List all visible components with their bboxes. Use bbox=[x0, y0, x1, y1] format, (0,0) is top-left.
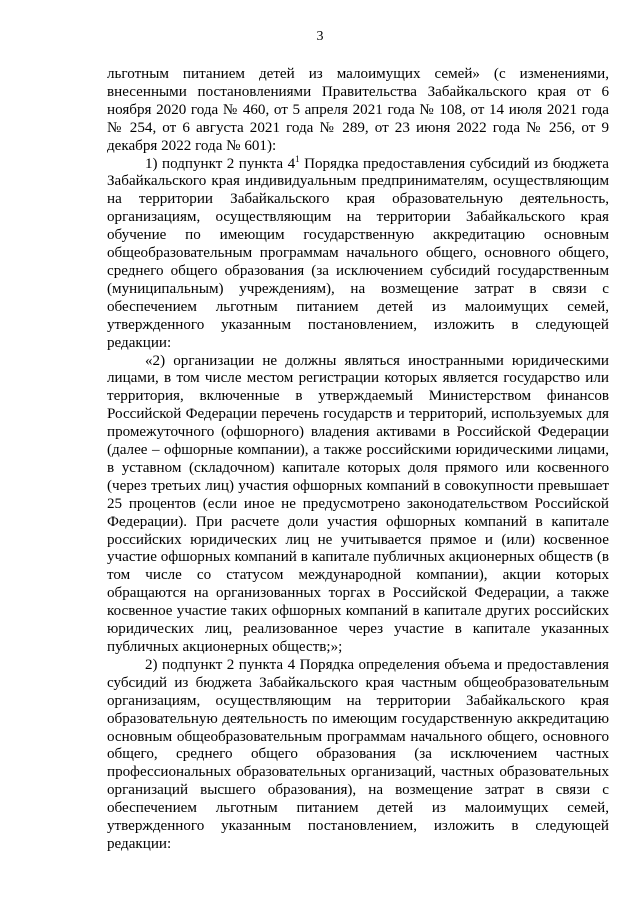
superscript-index: 1 bbox=[295, 153, 300, 164]
document-body bbox=[107, 66, 609, 854]
paragraph-subitem-2: 2) подпункт 2 пункта 4 Порядка определения объема и предоставления субсидий из бюджета Забайкальского края частным общеобразовательным организациям, осуществляющим на территории Забайкальского края образовательную деятельность по имеющим государственную аккредитацию основным общеобразовательным программам начального общего, основного общего, среднего общего образования (за исключением частных профессиональных образовательных организаций, частных образовательных организаций высшего образования), на возмещение затрат в связи с обеспечением льготным питанием детей из малоимущих семей, утвержденного указанным постановлением, изложить в следующей редакции: bbox=[107, 656, 609, 852]
paragraph-quoted-clause: «2) организации не должны являться иностранными юридическими лицами, в том числе местом регистрации которых является государство или территория, включенные в утверждаемый Министерством финансов Российской Федерации перечень государств и территорий, используемых для промежуточного (офшорного) владения активами в Российской Федерации (далее – офшорные компании), а также российскими юридическими лицами, в уставном (складочном) капитале которых доля прямого или косвенного (через третьих лиц) участия офшорных компаний в совокупности превышает 25 процентов (если иное не предусмотрено законодательством Российской Федерации). При расчете доли участия офшорных компаний в капитале российских юридических лиц не учитывается прямое и (или) косвенное участие офшорных компаний в капитале публичных акционерных обществ (в том числе со статусом международной компании), акции которых обращаются на организованных торгах в Российской Федерации, а также косвенное участие таких офшорных компаний в капитале других российских юридических лиц, реализованное через участие в капитале указанных публичных акционерных обществ;»; bbox=[107, 352, 609, 655]
subitem-1-text: Порядка предоставления субсидий из бюджета Забайкальского края индивидуальным предпринимателям, осуществляющим на территории Забайкальского края образовательную деятельность, организациям, осуществляющим на территории Забайкальского края обучение по имеющим государственную аккредитацию основным общеобразовательным программам начального общего, основного общего, среднего общего образования (за исключением субсидий государственным (муниципальным) учреждениям), на возмещение затрат в связи с обеспечением льготным питанием детей из малоимущих семей, утвержденного указанным постановлением, изложить в следующей редакции: bbox=[107, 155, 609, 351]
page-number: 3 bbox=[316, 29, 324, 44]
paragraph-continuation: льготным питанием детей из малоимущих семей» (с изменениями, внесенными постановлениями Правительства Забайкальского края от 6 ноября 2020 года № 460, от 5 апреля 2021 года № 108, от 14 июля 2021 года № 254, от 6 августа 2021 года № 289, от 23 июня 2022 года № 256, от 9 декабря 2022 года № 601): bbox=[107, 66, 609, 154]
subitem-1-lead: 1) подпункт 2 пункта 4 bbox=[145, 155, 296, 172]
paragraph-subitem-1 bbox=[107, 153, 609, 353]
